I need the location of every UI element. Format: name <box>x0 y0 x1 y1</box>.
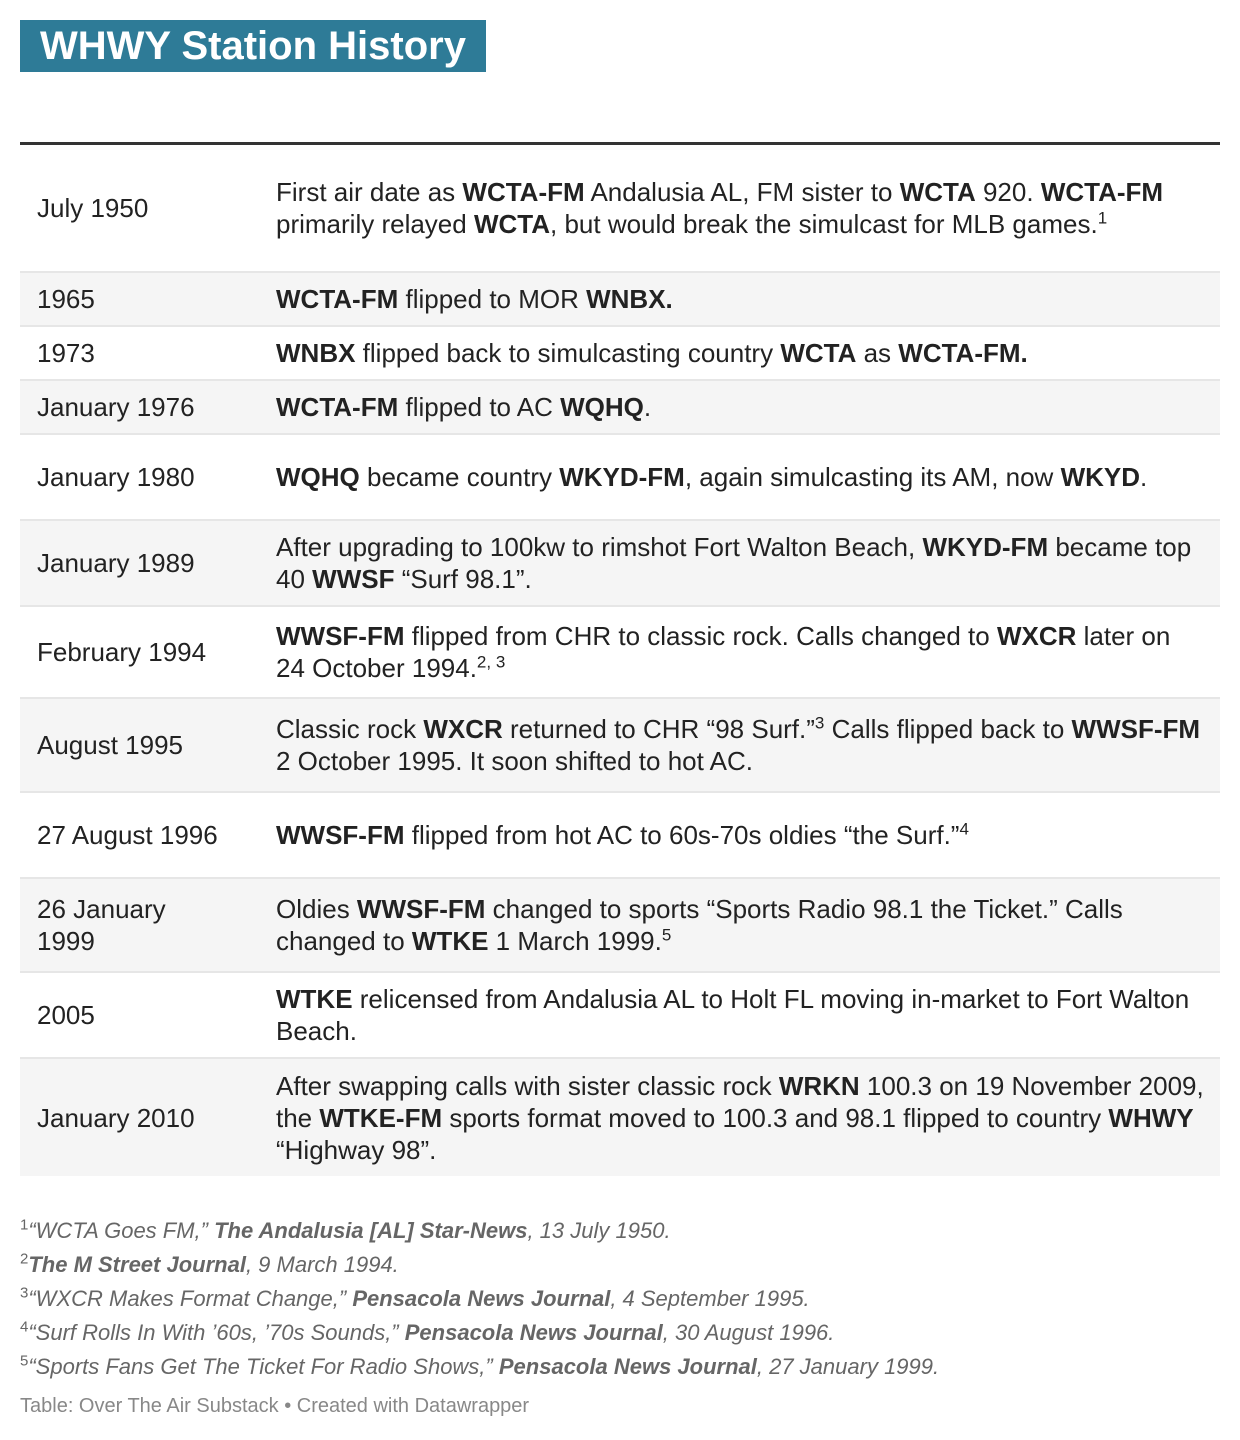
text-run: Andalusia AL, FM sister to <box>584 177 900 207</box>
callsign-text: WQHQ <box>276 462 360 492</box>
description-cell <box>276 893 1220 957</box>
title-banner <box>20 20 486 72</box>
table-row <box>20 1059 1220 1176</box>
table-row <box>20 879 1220 973</box>
callsign-text: WWSF <box>312 564 395 594</box>
table-row <box>20 381 1220 435</box>
table-row <box>20 793 1220 879</box>
text-run: became top 40 <box>276 532 1192 594</box>
text-run: flipped back to simulcasting country <box>355 338 781 368</box>
text-run: 2 October 1995. It soon shifted to hot AC. <box>276 746 753 776</box>
callsign-text: WTKE-FM <box>319 1102 443 1133</box>
footnote-ref: 4 <box>20 1318 29 1336</box>
footnote <box>20 1248 1220 1282</box>
text-run: Oldies <box>276 894 357 924</box>
table-row <box>20 273 1220 327</box>
text-run: sports format moved to 100.3 and 98.1 flipped to country <box>442 1102 1109 1133</box>
description-cell <box>276 461 1220 493</box>
callsign-text: WKYD <box>1060 462 1140 492</box>
text-run: After upgrading to 100kw to rimshot Fort Walton Beach, <box>276 532 923 562</box>
description-cell <box>276 713 1220 777</box>
date-cell: January 1980 <box>37 462 195 492</box>
date-cell: August 1995 <box>37 730 184 760</box>
callsign-text: WWSF-FM <box>1071 714 1201 744</box>
footnote <box>20 1350 1220 1384</box>
footnote-ref: 1 <box>1097 208 1108 228</box>
callsign-text: Pensacola News Journal <box>352 1286 611 1311</box>
text-run: , 13 July 1950. <box>527 1218 671 1243</box>
footnote-ref: 3 <box>20 1284 29 1302</box>
text-run: Classic rock <box>276 714 424 744</box>
callsign-text: WWSF-FM <box>276 820 405 850</box>
page-title: WHWY Station History <box>20 20 486 72</box>
text-run: flipped from CHR to classic rock. Calls changed to <box>404 621 997 651</box>
callsign-text: WCTA <box>899 177 976 207</box>
table-row <box>20 327 1220 381</box>
text-run: , 30 August 1996. <box>662 1320 835 1345</box>
text-run: 1 March 1999. <box>488 926 662 956</box>
text-run: , but would break the simulcast for MLB games. <box>550 209 1098 239</box>
text-run: , 27 January 1999. <box>756 1354 940 1379</box>
callsign-text: WQHQ <box>560 392 644 422</box>
footnotes <box>20 1214 1220 1384</box>
text-run: “WCTA Goes FM,” <box>28 1218 215 1243</box>
description-cell <box>276 531 1220 595</box>
callsign-text: WTKE <box>276 984 353 1014</box>
callsign-text: WHWY <box>1108 1102 1194 1133</box>
footnote <box>20 1214 1220 1248</box>
callsign-text: WCTA <box>473 209 550 239</box>
date-cell: July 1950 <box>37 193 149 223</box>
callsign-text: WCTA-FM <box>276 284 399 314</box>
history-table <box>20 142 1220 1176</box>
table-row <box>20 521 1220 607</box>
callsign-text: WXCR <box>996 621 1077 651</box>
footnote <box>20 1282 1220 1316</box>
description-cell <box>276 819 1220 851</box>
date-cell: 1965 <box>37 284 95 314</box>
footnote-ref: 2, 3 <box>476 652 506 672</box>
callsign-text: WWSF-FM <box>356 894 486 924</box>
footnote-ref: 5 <box>20 1352 29 1370</box>
text-run: , 4 September 1995. <box>610 1286 810 1311</box>
callsign-text: WWSF-FM <box>276 621 405 651</box>
text-run: “Surf Rolls In With ’60s, ’70s Sounds,” <box>28 1320 405 1345</box>
callsign-text: WCTA-FM <box>276 392 399 422</box>
description-cell <box>276 176 1220 240</box>
text-run: later on 24 October 1994. <box>276 621 1171 683</box>
text-run: After swapping calls with sister classic rock <box>276 1070 779 1101</box>
table-row <box>20 699 1220 793</box>
text-run: “Sports Fans Get The Ticket For Radio Shows,” <box>28 1354 499 1379</box>
text-run: became country <box>359 462 560 492</box>
date-cell: 26 January 1999 <box>37 894 166 956</box>
footnote-ref: 5 <box>661 925 672 945</box>
callsign-text: The Andalusia [AL] Star-News <box>214 1218 528 1243</box>
date-cell: January 2010 <box>37 1102 195 1133</box>
date-cell: January 1989 <box>37 548 195 578</box>
text-run: changed to sports “Sports Radio 98.1 the Ticket.” Calls changed to <box>276 894 1123 956</box>
table-row <box>20 607 1220 699</box>
description-cell <box>276 283 1220 315</box>
table-row <box>20 435 1220 521</box>
text-run: flipped to MOR <box>398 284 587 314</box>
footnote <box>20 1316 1220 1350</box>
text-run: , 9 March 1994. <box>245 1252 399 1277</box>
callsign-text: Pensacola News Journal <box>404 1320 663 1345</box>
text-run: 100.3 on 19 November 2009, the <box>276 1070 1204 1133</box>
text-run: , again simulcasting its AM, now <box>684 462 1061 492</box>
text-run: Calls flipped back to <box>824 714 1072 744</box>
description-cell <box>276 391 1220 423</box>
footnote-ref: 4 <box>959 819 969 839</box>
callsign-text: WTKE <box>411 926 489 956</box>
text-run: “Surf 98.1”. <box>394 564 532 594</box>
text-run: 920. <box>975 177 1041 207</box>
callsign-text: WXCR <box>423 714 503 744</box>
source-credit: Table: Over The Air Substack • Created with Datawrapper <box>20 1395 530 1417</box>
callsign-text: WCTA-FM <box>1040 177 1164 207</box>
callsign-text: WCTA <box>780 338 857 368</box>
table-row <box>20 973 1220 1059</box>
text-run: flipped to AC <box>398 392 561 422</box>
text-run: . <box>1140 462 1148 492</box>
date-cell: 2005 <box>37 1000 95 1030</box>
callsign-text: Pensacola News Journal <box>498 1354 757 1379</box>
text-run: First air date as <box>276 177 463 207</box>
callsign-text: WKYD-FM <box>559 462 685 492</box>
text-run: returned to CHR “98 Surf.” <box>502 714 815 744</box>
date-cell: January 1976 <box>37 392 195 422</box>
text-run: relicensed from Andalusia AL to Holt FL moving in-market to Fort Walton Beach. <box>276 984 1190 1046</box>
callsign-text: WKYD-FM <box>922 532 1049 562</box>
text-run: . <box>643 392 652 422</box>
text-run: flipped from hot AC to 60s-70s oldies “the Surf.” <box>404 820 960 850</box>
callsign-text: WNBX <box>276 338 356 368</box>
date-cell: 1973 <box>37 338 95 368</box>
text-run: primarily relayed <box>276 209 474 239</box>
description-cell <box>276 1070 1220 1166</box>
callsign-text: WCTA-FM <box>462 177 585 207</box>
footnote-ref: 1 <box>20 1216 29 1234</box>
description-cell <box>276 983 1220 1047</box>
callsign-text: The M Street Journal <box>28 1252 246 1277</box>
footnote-ref: 3 <box>814 713 825 733</box>
text-run: as <box>856 338 899 368</box>
text-run: “Highway 98”. <box>276 1134 437 1165</box>
date-cell: February 1994 <box>37 637 207 667</box>
text-run: “WXCR Makes Format Change,” <box>28 1286 353 1311</box>
callsign-text: WCTA-FM. <box>898 338 1028 368</box>
description-cell <box>276 620 1220 684</box>
date-cell: 27 August 1996 <box>37 820 218 850</box>
table-row <box>20 145 1220 273</box>
description-cell <box>276 337 1220 369</box>
callsign-text: WNBX. <box>586 284 673 314</box>
footnote-ref: 2 <box>20 1250 29 1268</box>
callsign-text: WRKN <box>778 1070 860 1101</box>
